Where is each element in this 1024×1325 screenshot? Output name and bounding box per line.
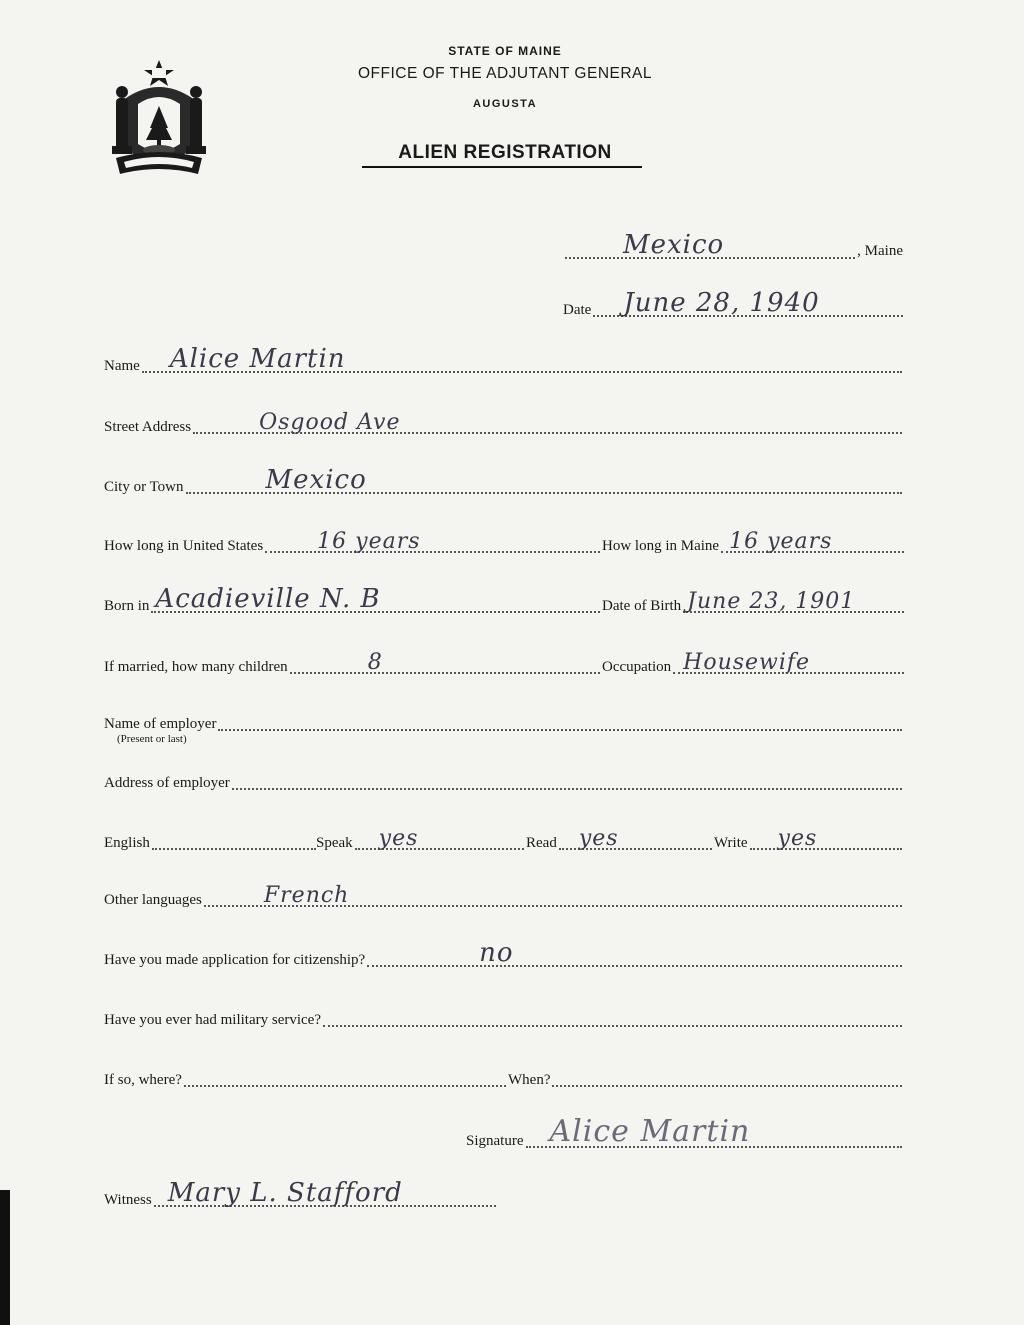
- english-write-label: Write: [714, 835, 748, 851]
- signature-line: [526, 1114, 903, 1149]
- how-long-us-label: How long in United States: [104, 538, 264, 554]
- occupation-value: Housewife: [683, 650, 811, 675]
- how-long-maine-field[interactable]: [602, 528, 904, 556]
- employer-sublabel: (Present or last): [117, 733, 187, 745]
- street-address-label: Street Address: [104, 419, 192, 435]
- city-town-line: [186, 464, 902, 494]
- name-line: [142, 343, 902, 373]
- english-speak-field[interactable]: [316, 825, 524, 853]
- where-field[interactable]: [104, 1062, 506, 1090]
- children-line: [290, 644, 600, 674]
- other-languages-label: Other languages: [104, 892, 202, 908]
- place-line: [565, 229, 855, 259]
- employer-address-field[interactable]: [104, 765, 902, 793]
- header-office: OFFICE OF THE ADJUTANT GENERAL: [357, 65, 653, 82]
- born-in-line: [151, 583, 600, 613]
- english-write-field[interactable]: [714, 825, 902, 853]
- english-read-line: [559, 820, 712, 850]
- employer-name-field[interactable]: [104, 706, 902, 734]
- how-long-maine-line: [721, 523, 904, 553]
- other-languages-line: [204, 877, 902, 907]
- citizenship-value: no: [479, 938, 514, 968]
- other-languages-field[interactable]: [104, 882, 902, 910]
- english-write-value: yes: [777, 826, 818, 851]
- military-line: [323, 997, 902, 1027]
- signature-field[interactable]: [466, 1114, 902, 1151]
- date-of-birth-line: [683, 583, 904, 613]
- english-read-field[interactable]: [526, 825, 712, 853]
- other-languages-value: French: [263, 883, 350, 908]
- employer-name-label: Name of employer: [104, 716, 217, 732]
- born-in-label: Born in: [104, 598, 150, 614]
- citizenship-line: [367, 937, 902, 967]
- how-long-us-value: 16 years: [317, 529, 421, 554]
- date-line: [593, 287, 903, 317]
- english-speak-value: yes: [378, 826, 419, 851]
- city-town-label: City or Town: [104, 479, 184, 495]
- children-field[interactable]: [104, 649, 600, 677]
- english-speak-line: [355, 820, 524, 850]
- english-field: [104, 825, 316, 853]
- witness-value: Mary L. Stafford: [167, 1178, 403, 1208]
- city-town-value: Mexico: [265, 465, 367, 495]
- witness-line: [154, 1177, 496, 1207]
- date-of-birth-label: Date of Birth: [602, 598, 682, 614]
- form-title: ALIEN REGISTRATION: [398, 142, 612, 163]
- english-write-line: [750, 820, 902, 850]
- english-read-label: Read: [526, 835, 557, 851]
- header-state: STATE OF MAINE: [448, 44, 562, 58]
- place-value: Mexico: [623, 230, 725, 260]
- street-address-value: Osgood Ave: [259, 410, 401, 435]
- name-field[interactable]: [104, 344, 902, 376]
- when-field[interactable]: [508, 1062, 902, 1090]
- occupation-label: Occupation: [602, 659, 672, 675]
- date-field[interactable]: [563, 288, 903, 320]
- street-address-field[interactable]: [104, 409, 902, 437]
- name-value: Alice Martin: [169, 344, 346, 374]
- employer-address-label: Address of employer: [104, 775, 230, 791]
- signature-value: Alice Martin: [549, 1114, 751, 1149]
- how-long-maine-value: 16 years: [729, 529, 833, 554]
- date-label: Date: [563, 302, 592, 318]
- english-label: English: [104, 835, 150, 851]
- when-line: [552, 1057, 902, 1087]
- children-value: 8: [367, 650, 383, 675]
- where-label: If so, where?: [104, 1072, 182, 1088]
- city-town-field[interactable]: [104, 465, 902, 497]
- date-of-birth-field[interactable]: [602, 588, 904, 616]
- employer-address-line: [232, 760, 902, 790]
- witness-field[interactable]: [104, 1178, 496, 1210]
- street-address-line: [193, 404, 902, 434]
- where-line: [184, 1057, 506, 1087]
- witness-label: Witness: [104, 1192, 152, 1208]
- english-read-value: yes: [578, 826, 619, 851]
- english-line: [152, 820, 316, 850]
- children-label: If married, how many children: [104, 659, 288, 675]
- born-in-value: Acadieville N. B: [155, 584, 381, 614]
- military-label: Have you ever had military service?: [104, 1012, 321, 1028]
- when-label: When?: [508, 1072, 551, 1088]
- how-long-us-field[interactable]: [104, 528, 600, 556]
- how-long-us-line: [265, 523, 600, 553]
- military-field[interactable]: [104, 1002, 902, 1030]
- title-underline: [362, 166, 642, 168]
- date-value: June 28, 1940: [623, 288, 820, 318]
- occupation-field[interactable]: [602, 649, 904, 677]
- how-long-maine-label: How long in Maine: [602, 538, 720, 554]
- header-city: AUGUSTA: [472, 98, 538, 110]
- place-suffix: , Maine: [857, 243, 903, 259]
- employer-name-line: [218, 701, 902, 731]
- occupation-line: [673, 644, 904, 674]
- english-speak-label: Speak: [316, 835, 353, 851]
- scan-edge: [0, 1190, 10, 1325]
- signature-label: Signature: [466, 1133, 524, 1149]
- place-field[interactable]: [563, 230, 903, 262]
- name-label: Name: [104, 358, 140, 374]
- citizenship-label: Have you made application for citizenship?: [104, 952, 366, 968]
- born-in-field[interactable]: [104, 584, 600, 616]
- date-of-birth-value: June 23, 1901: [687, 589, 856, 614]
- citizenship-field[interactable]: [104, 938, 902, 970]
